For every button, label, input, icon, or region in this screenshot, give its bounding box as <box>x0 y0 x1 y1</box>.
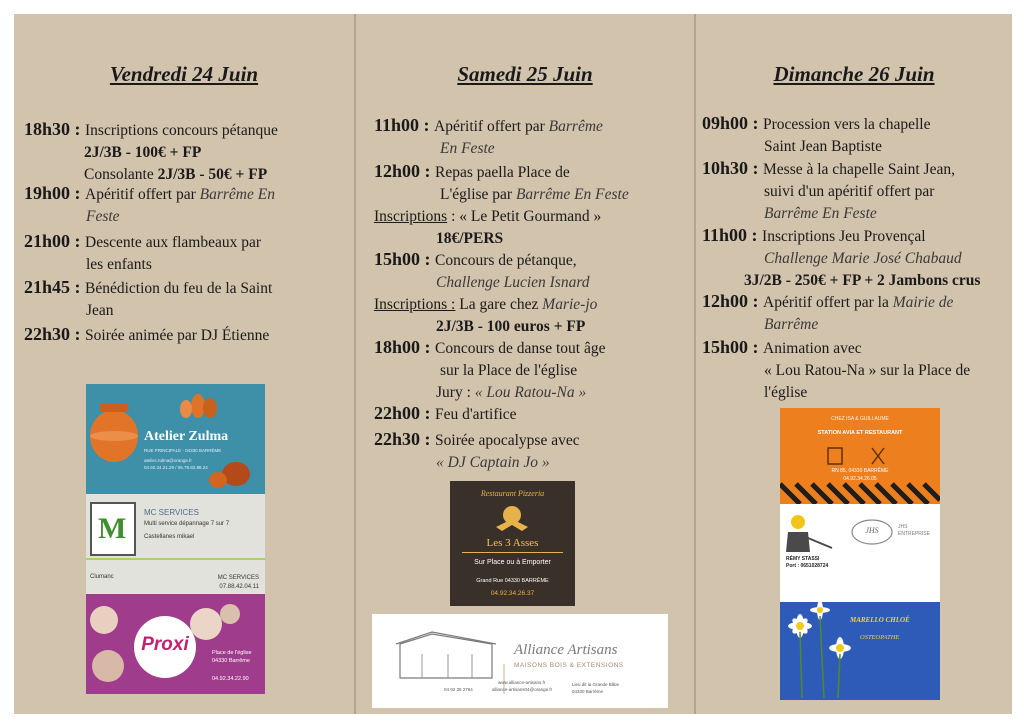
event-organizer: Barrême En <box>199 186 275 203</box>
fuel-restaurant-icon <box>780 408 940 504</box>
sunday-event-1500: 15h00 : Animation avec « Lou Ratou-Na » sur la Place de l'église <box>702 337 971 401</box>
ad-title: Alliance Artisans <box>514 642 618 658</box>
event-text: l'église <box>764 384 808 401</box>
event-text: Bénédiction du feu de la Saint <box>85 280 273 297</box>
ad-pizzeria <box>450 481 575 606</box>
friday-event-1900: 19h00 : Apéritif offert par Barrême En Feste <box>24 183 275 225</box>
ad-subtitle: MAISONS BOIS & EXTENSIONS <box>514 662 624 669</box>
ad-text: CHEZ ISA & GUILLAUME <box>831 416 889 422</box>
ad-address: Lieu dit la Grande Bâtie <box>572 682 620 687</box>
house-icon <box>372 614 668 708</box>
ad-title: Les 3 Asses <box>486 537 539 549</box>
saturday-event-2200: 22h00 : Feu d'artifice <box>374 403 517 423</box>
event-text: Apéritif offert par <box>434 118 545 135</box>
event-text: Messe à la chapelle Saint Jean, <box>763 161 955 178</box>
mc-logo-icon: M <box>90 502 136 556</box>
ad-phone: 04.92.34.22.90 <box>212 676 249 682</box>
event-price: 3J/2B - 250€ + FP + 2 Jambons crus <box>744 272 981 289</box>
event-price: 2J/3B - 100 euros + FP <box>436 318 586 335</box>
event-time: 22h30 <box>24 324 71 344</box>
ad-title: Proxi <box>141 634 189 655</box>
saturday-title: Samedi 25 Juin <box>457 62 593 86</box>
ad-text: Sur Place ou à Emporter <box>474 559 551 566</box>
ad-logo: JHS <box>865 526 879 535</box>
event-time: 15h00 <box>374 249 421 269</box>
saturday-event-1800: 18h00 : Concours de danse tout âge sur la Place de l'église Jury : « Lou Ratou-Na » <box>374 337 606 401</box>
sunday-event-1030: 10h30 : Messe à la chapelle Saint Jean, suivi d'un apéritif offert par Barrême En Feste <box>702 158 955 222</box>
event-flyer <box>14 14 1012 714</box>
saturday-column <box>356 14 694 714</box>
ad-title: MC SERVICES <box>144 508 199 517</box>
event-time: 12h00 <box>702 291 749 311</box>
event-organizer: Feste <box>86 208 120 225</box>
event-text: Jean <box>86 302 114 319</box>
ad-email: atelier.zulma@orange.fr <box>144 458 192 463</box>
ad-address: Grand Rue 04330 BARRÊME <box>476 578 549 584</box>
event-text: Animation avec <box>763 340 862 357</box>
friday-title: Vendredi 24 Juin <box>109 62 259 86</box>
ad-phone: 04.92.34.26.05 <box>843 476 877 482</box>
event-organizer: Barrême En Feste <box>764 205 877 222</box>
event-time: 10h30 <box>702 158 749 178</box>
friday-event-1830: 18h30 : Inscriptions concours pétanque 2J/3B - 100€ + FP Consolante 2J/3B - 50€ + FP <box>24 119 278 183</box>
ad-address: RUE PRINCIPALE - 04330 BARRÊME <box>144 448 222 453</box>
sunday-column <box>696 14 1012 714</box>
event-text: Inscriptions concours pétanque <box>85 122 278 139</box>
event-organizer: Barrême <box>764 316 819 333</box>
event-organizer: « Lou Ratou-Na » <box>474 384 587 401</box>
ad-text: Restaurant Pizzeria <box>480 489 545 498</box>
friday-event-2100: 21h00 : Descente aux flambeaux par les enfants <box>24 231 262 273</box>
event-time: 12h00 <box>374 161 421 181</box>
sunday-event-1100: 11h00 : Inscriptions Jeu Provençal Challenge Marie José Chabaud 3J/2B - 250€ + FP + 2 Jambons crus <box>702 225 981 289</box>
event-time: 11h00 <box>702 225 748 245</box>
saturday-event-1500: 15h00 : Concours de pétanque, Challenge Lucien Isnard Inscriptions : La gare chez Marie-jo 2J/3B - 100 euros + FP <box>374 249 598 335</box>
event-time: 18h30 <box>24 119 71 139</box>
saturday-event-2230: 22h30 : Soirée apocalypse avec « DJ Captain Jo » <box>374 429 580 471</box>
ad-text: Multi service dépannage 7 sur 7 <box>144 521 230 527</box>
ad-phone: Port : 0651028724 <box>786 563 829 569</box>
ad-station-avia <box>780 408 940 504</box>
ad-alliance-artisans <box>372 614 668 708</box>
event-text: Soirée apocalypse avec <box>435 432 580 449</box>
event-text: Apéritif offert par la <box>763 294 889 311</box>
event-text: Concours de danse tout âge <box>435 340 606 357</box>
event-label: Inscriptions <box>374 208 448 225</box>
sunday-title: Dimanche 26 Juin <box>773 62 935 86</box>
event-time: 11h00 <box>374 115 420 135</box>
event-text: Apéritif offert par <box>85 186 196 203</box>
event-text: Feu d'artifice <box>435 406 517 423</box>
ad-atelier-zulma <box>86 384 265 494</box>
friday-column <box>14 14 354 714</box>
worker-icon <box>780 504 940 602</box>
event-text: Repas paella Place de <box>435 164 570 181</box>
event-text: : « Le Petit Gourmand » <box>451 208 602 225</box>
ad-address: 04330 Barrême <box>212 658 250 664</box>
event-time: 18h00 <box>374 337 421 357</box>
ad-title: Atelier Zulma <box>144 429 229 444</box>
event-time: 19h00 <box>24 183 71 203</box>
event-text: Consolante <box>84 166 154 183</box>
event-time: 22h30 <box>374 429 421 449</box>
ad-subtitle: OSTEOPATHE <box>860 634 900 641</box>
ad-title: JHS ENTREPRISE <box>898 524 930 537</box>
proxi-logo <box>134 616 196 678</box>
event-label: Inscriptions : <box>374 296 456 313</box>
friday-event-2145: 21h45 : Bénédiction du feu de la Saint Jean <box>24 277 273 319</box>
event-text: les enfants <box>86 256 152 273</box>
ad-proxi <box>86 594 265 694</box>
ad-address: 04330 Barrême <box>572 689 604 694</box>
event-organizer: Barrême En Feste <box>515 186 629 203</box>
event-text: La gare chez <box>459 296 539 313</box>
event-text: Saint Jean Baptiste <box>764 138 882 155</box>
event-time: 09h00 <box>702 113 749 133</box>
event-text: Procession vers la chapelle <box>763 116 931 133</box>
event-organizer: En Feste <box>440 140 495 157</box>
event-price: 18€/PERS <box>436 230 504 247</box>
event-organizer: Marie-jo <box>542 296 598 313</box>
ad-text: Clumanc <box>90 574 114 580</box>
event-text: Concours de pétanque, <box>435 252 577 269</box>
ad-text: RÉMY STASSI <box>786 556 820 562</box>
event-organizer: Challenge Marie José Chabaud <box>764 250 962 267</box>
event-text: sur la Place de l'église <box>440 362 578 379</box>
event-time: 21h45 <box>24 277 71 297</box>
ad-jhs-entreprise <box>780 504 940 602</box>
sunday-event-1200: 12h00 : Apéritif offert par la Mairie de Barrême <box>702 291 954 333</box>
ad-email: alliance-artisans04@orange.fr <box>492 687 553 692</box>
ad-marello-chloe <box>780 602 940 700</box>
event-text: « Lou Ratou-Na » sur la Place de <box>764 362 971 379</box>
saturday-event-1100: 11h00 : Apéritif offert par Barrême En Feste <box>374 115 603 157</box>
event-organizer: Challenge Lucien Isnard <box>436 274 590 291</box>
event-time: 22h00 <box>374 403 421 423</box>
ad-phone: 04.92.34.21.29 / 06.79.82.88.24 <box>144 465 208 470</box>
event-text: Soirée animée par DJ Étienne <box>85 327 270 344</box>
event-price: 2J/3B - 100€ + FP <box>84 144 202 161</box>
ad-text: Castellanes mikael <box>144 534 195 540</box>
ad-title: MARELLO CHLOÉ <box>850 616 910 624</box>
event-price: 2J/3B - 50€ + FP <box>157 166 268 183</box>
event-text: suivi d'un apéritif offert par <box>764 183 935 200</box>
event-text: Inscriptions Jeu Provençal <box>762 228 926 245</box>
ad-phone: 07.88.42.04.11 <box>219 584 259 590</box>
ad-address: Place de l'église <box>212 650 252 656</box>
ad-title: MC SERVICES <box>217 575 259 581</box>
saturday-event-1200: 12h00 : Repas paella Place de L'église par Barrême En Feste Inscriptions : « Le Petit Gourmand » 18€/PERS <box>374 161 629 247</box>
event-label: Jury : <box>436 384 471 401</box>
ad-website: www.alliance-artisans.fr <box>498 680 546 685</box>
event-time: 21h00 <box>24 231 71 251</box>
event-time: 15h00 <box>702 337 749 357</box>
ad-phone: 04.92.34.26.37 <box>490 590 535 597</box>
sunday-event-0900: 09h00 : Procession vers la chapelle Saint Jean Baptiste <box>702 113 931 155</box>
event-organizer: Barrême <box>548 118 603 135</box>
event-text: Descente aux flambeaux par <box>85 234 262 251</box>
friday-event-2230: 22h30 : Soirée animée par DJ Étienne <box>24 324 270 344</box>
event-organizer: « DJ Captain Jo » <box>436 454 550 471</box>
ad-title: STATION AVIA ET RESTAURANT <box>817 430 903 436</box>
ad-address: RN 85, 04330 BARRÊME <box>831 468 889 474</box>
event-text: L'église par <box>440 186 513 203</box>
event-organizer: Mairie de <box>892 294 954 311</box>
ad-phone: 04 92 35 2764 <box>444 687 473 692</box>
ad-mc-services <box>86 494 265 594</box>
